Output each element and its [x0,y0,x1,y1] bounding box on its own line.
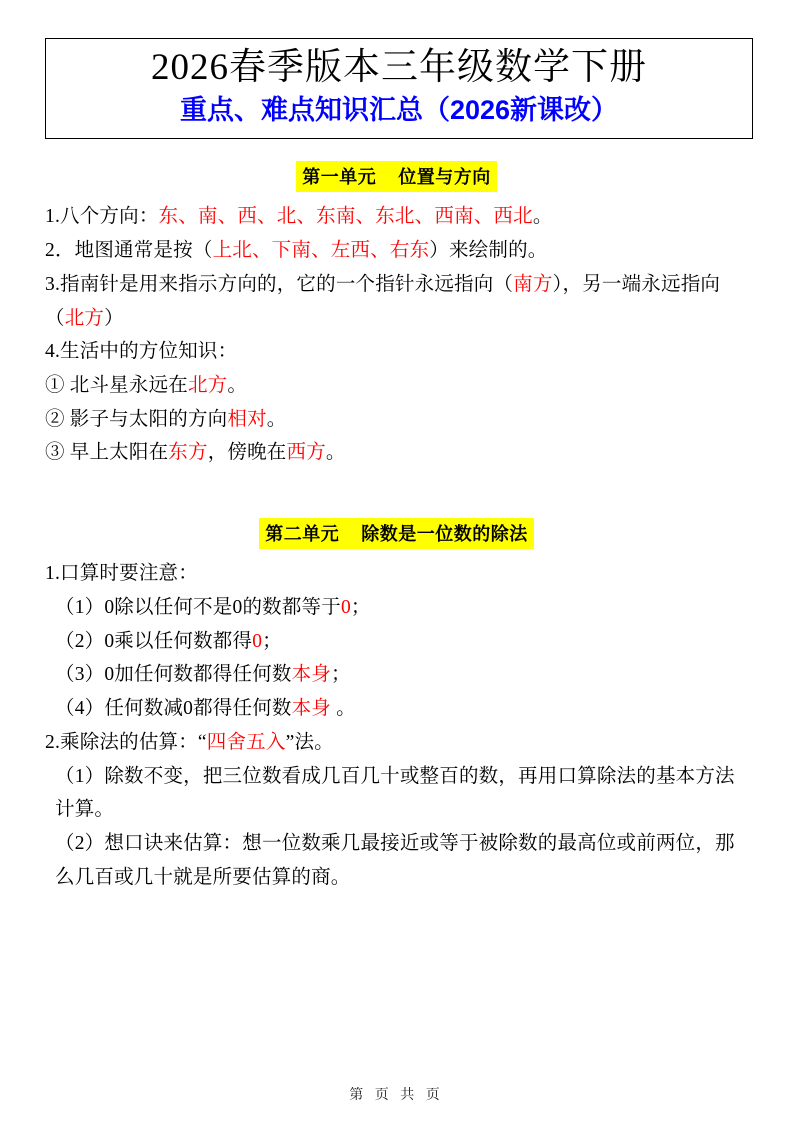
line-text: （1）0除以任何不是0的数都等于 [55,596,341,618]
content-line [45,234,748,268]
content-line [45,200,748,234]
line-text: 2．地图通常是按（ [45,240,213,262]
content-line [45,403,748,437]
line-text: （1）除数不变，把三位数看成几百几十或整百的数，再用口算除法的基本方法计算。 [55,765,735,821]
highlighted-term: 东、南、西、北、东南、东北、西南、西北 [158,206,533,228]
unit-heading-highlight [259,518,534,549]
title-box [45,38,753,139]
content-line [45,557,748,591]
line-text: ） [104,307,124,329]
line-text: ），另一端永远指向（ [45,273,721,329]
unit-number: 第二单元 [265,524,340,545]
line-text: 。 [325,442,346,464]
highlighted-term: 相对 [227,408,267,430]
line-text: 1.口算时要注意： [45,563,198,585]
line-text: ，傍晚在 [207,442,287,464]
line-text: ； [262,630,282,652]
line-text: 3.指南针是用来指示方向的，它的一个指针永远指向（ [45,273,514,295]
unit-title: 位置与方向 [398,167,491,188]
highlighted-term: 本身 [291,698,332,720]
line-text: ③ 早上太阳在 [45,442,169,464]
line-text: （2）想口诀来估算：想一位数乘几最接近或等于被除数的最高位或前两位，那么几百或几十就是所要估算的商。 [55,833,735,888]
content-line [45,268,748,335]
line-text: ① 北斗星永远在 [45,375,188,397]
unit-heading-2 [45,518,748,549]
line-text: ； [350,596,371,618]
unit-heading-highlight [296,161,497,192]
line-text: 。 [227,375,248,397]
page-title: 2026春季版本三年级数学下册 [151,47,647,88]
highlighted-term: 本身 [291,664,332,686]
highlighted-term: 0 [340,596,351,618]
line-text: 。 [266,408,287,430]
page-footer: 第 页 共 页 [349,1088,444,1103]
content-line [45,369,748,403]
highlighted-term: 东方 [168,442,208,464]
highlighted-term: 上北、下南、左西、右东 [212,240,430,262]
line-text: 2.乘除法的估算：“ [45,731,207,753]
line-text: 1.八个方向： [45,206,159,228]
content-line [45,625,748,659]
line-text: ； [331,664,351,686]
content-line [45,760,748,827]
content-line [45,658,748,692]
line-text: 4.生活中的方位知识： [45,341,238,363]
highlighted-term: 北方 [64,307,105,329]
highlighted-term: 0 [252,630,263,652]
unit-number: 第一单元 [302,167,377,188]
unit-heading-1 [45,161,748,192]
units-container [45,161,748,894]
highlighted-term: 南方 [513,273,553,295]
line-text: ”法。 [285,731,334,753]
highlighted-term: 四舍五入 [206,731,286,753]
line-text: （3）0加任何数都得任何数 [55,664,292,686]
content-line [45,692,748,726]
page-subtitle: 重点、难点知识汇总（2026新课改） [179,95,619,126]
unit-title: 除数是一位数的除法 [361,524,528,545]
line-text: ② 影子与太阳的方向 [45,408,228,430]
line-text: （4）任何数减0都得任何数 [55,698,292,720]
line-text: ）来绘制的。 [429,240,548,262]
content-line [45,436,748,470]
highlighted-term: 北方 [187,375,228,397]
content-line [45,827,748,894]
section-spacer [45,470,748,496]
content-line [45,335,748,369]
highlighted-term: 西方 [286,442,326,464]
line-text: （2）0乘以任何数都得 [55,630,253,652]
line-text: 。 [331,698,356,720]
content-line [45,591,748,625]
content-line [45,726,748,760]
line-text: 。 [532,206,553,228]
